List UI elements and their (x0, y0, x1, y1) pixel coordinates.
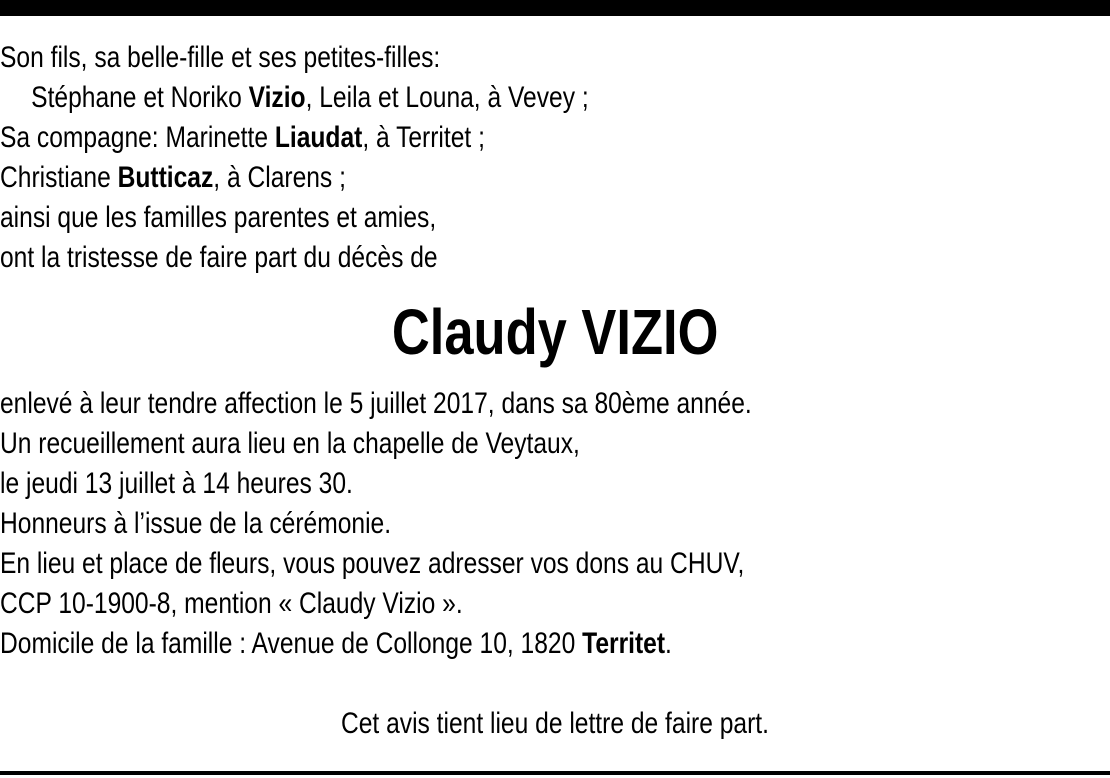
family-intro-line: Son fils, sa belle-fille et ses petites-filles: (0, 41, 441, 74)
deceased-name: Claudy VIZIO (391, 296, 719, 368)
donation-account-line: CCP 10-1900-8, mention « Claudy Vizio ». (0, 587, 463, 620)
surname-liaudat: Liaudat (274, 121, 363, 154)
son-family-line: Stéphane et Noriko Vizio, Leila et Louna, à Vevey ; (31, 81, 589, 114)
donation-line: En lieu et place de fleurs, vous pouvez adresser vos dons au CHUV, (0, 547, 745, 580)
surname-butticaz: Butticaz (117, 161, 214, 194)
death-date-line: enlevé à leur tendre affection le 5 juillet 2017, dans sa 80ème année. (0, 387, 752, 420)
closing-note: Cet avis tient lieu de lettre de faire part. (340, 707, 769, 740)
gathering-line: Un recueillement aura lieu en la chapelle de Veytaux, (0, 427, 580, 460)
notice-body (0, 384, 1110, 664)
announcement-line: ont la tristesse de faire part du décès de (0, 241, 438, 274)
bottom-rule (0, 771, 1110, 775)
obituary-notice (0, 38, 1110, 744)
town-territet: Territet (582, 627, 666, 660)
family-address-line: Domicile de la famille : Avenue de Collonge 10, 1820 Territet. (0, 627, 672, 660)
gathering-time-line: le jeudi 13 juillet à 14 heures 30. (0, 467, 353, 500)
christiane-line: Christiane Butticaz, à Clarens ; (0, 161, 346, 194)
top-rule (0, 0, 1110, 16)
surname-vizio: Vizio (248, 81, 306, 114)
companion-line: Sa compagne: Marinette Liaudat, à Territet ; (0, 121, 485, 154)
honours-line: Honneurs à l’issue de la cérémonie. (0, 507, 392, 540)
families-line: ainsi que les familles parentes et amies, (0, 201, 437, 234)
